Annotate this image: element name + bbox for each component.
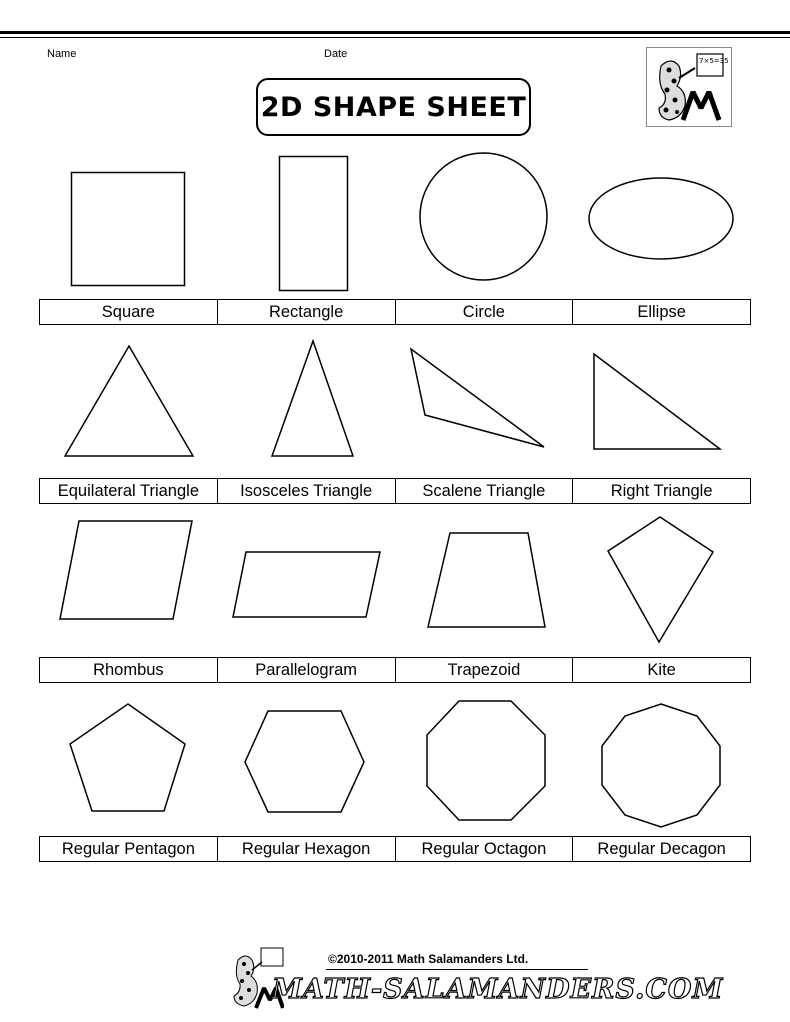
label-regular-pentagon: Regular Pentagon (61, 839, 195, 858)
footer-divider (326, 969, 588, 970)
label-rhombus: Rhombus (93, 660, 164, 679)
label-right-triangle: Right Triangle (572, 479, 750, 503)
label-regular-octagon: Regular Octagon (395, 837, 573, 861)
label-ellipse: Ellipse (572, 300, 750, 324)
date-label: Date (324, 48, 348, 60)
name-label: Name (47, 48, 77, 60)
label-parallelogram: Parallelogram (217, 658, 395, 682)
copyright-text: ©2010-2011 Math Salamanders Ltd. (328, 952, 529, 966)
label-equilateral-triangle: Equilateral Triangle (57, 481, 199, 500)
label-circle: Circle (395, 300, 573, 324)
logo-board-text: 7×5=35 (699, 57, 729, 65)
label-scalene-triangle: Scalene Triangle (395, 479, 573, 503)
site-name: MATH-SALAMANDERS.COM (272, 974, 724, 1005)
label-square: Square (101, 302, 155, 321)
label-kite: Kite (572, 658, 750, 682)
page-title-text: 2D SHAPE SHEET (260, 91, 527, 123)
label-trapezoid: Trapezoid (395, 658, 573, 682)
label-row-4 (39, 836, 751, 862)
label-regular-hexagon: Regular Hexagon (217, 837, 395, 861)
label-rectangle: Rectangle (217, 300, 395, 324)
label-isosceles-triangle: Isosceles Triangle (217, 479, 395, 503)
label-regular-decagon: Regular Decagon (572, 837, 750, 861)
